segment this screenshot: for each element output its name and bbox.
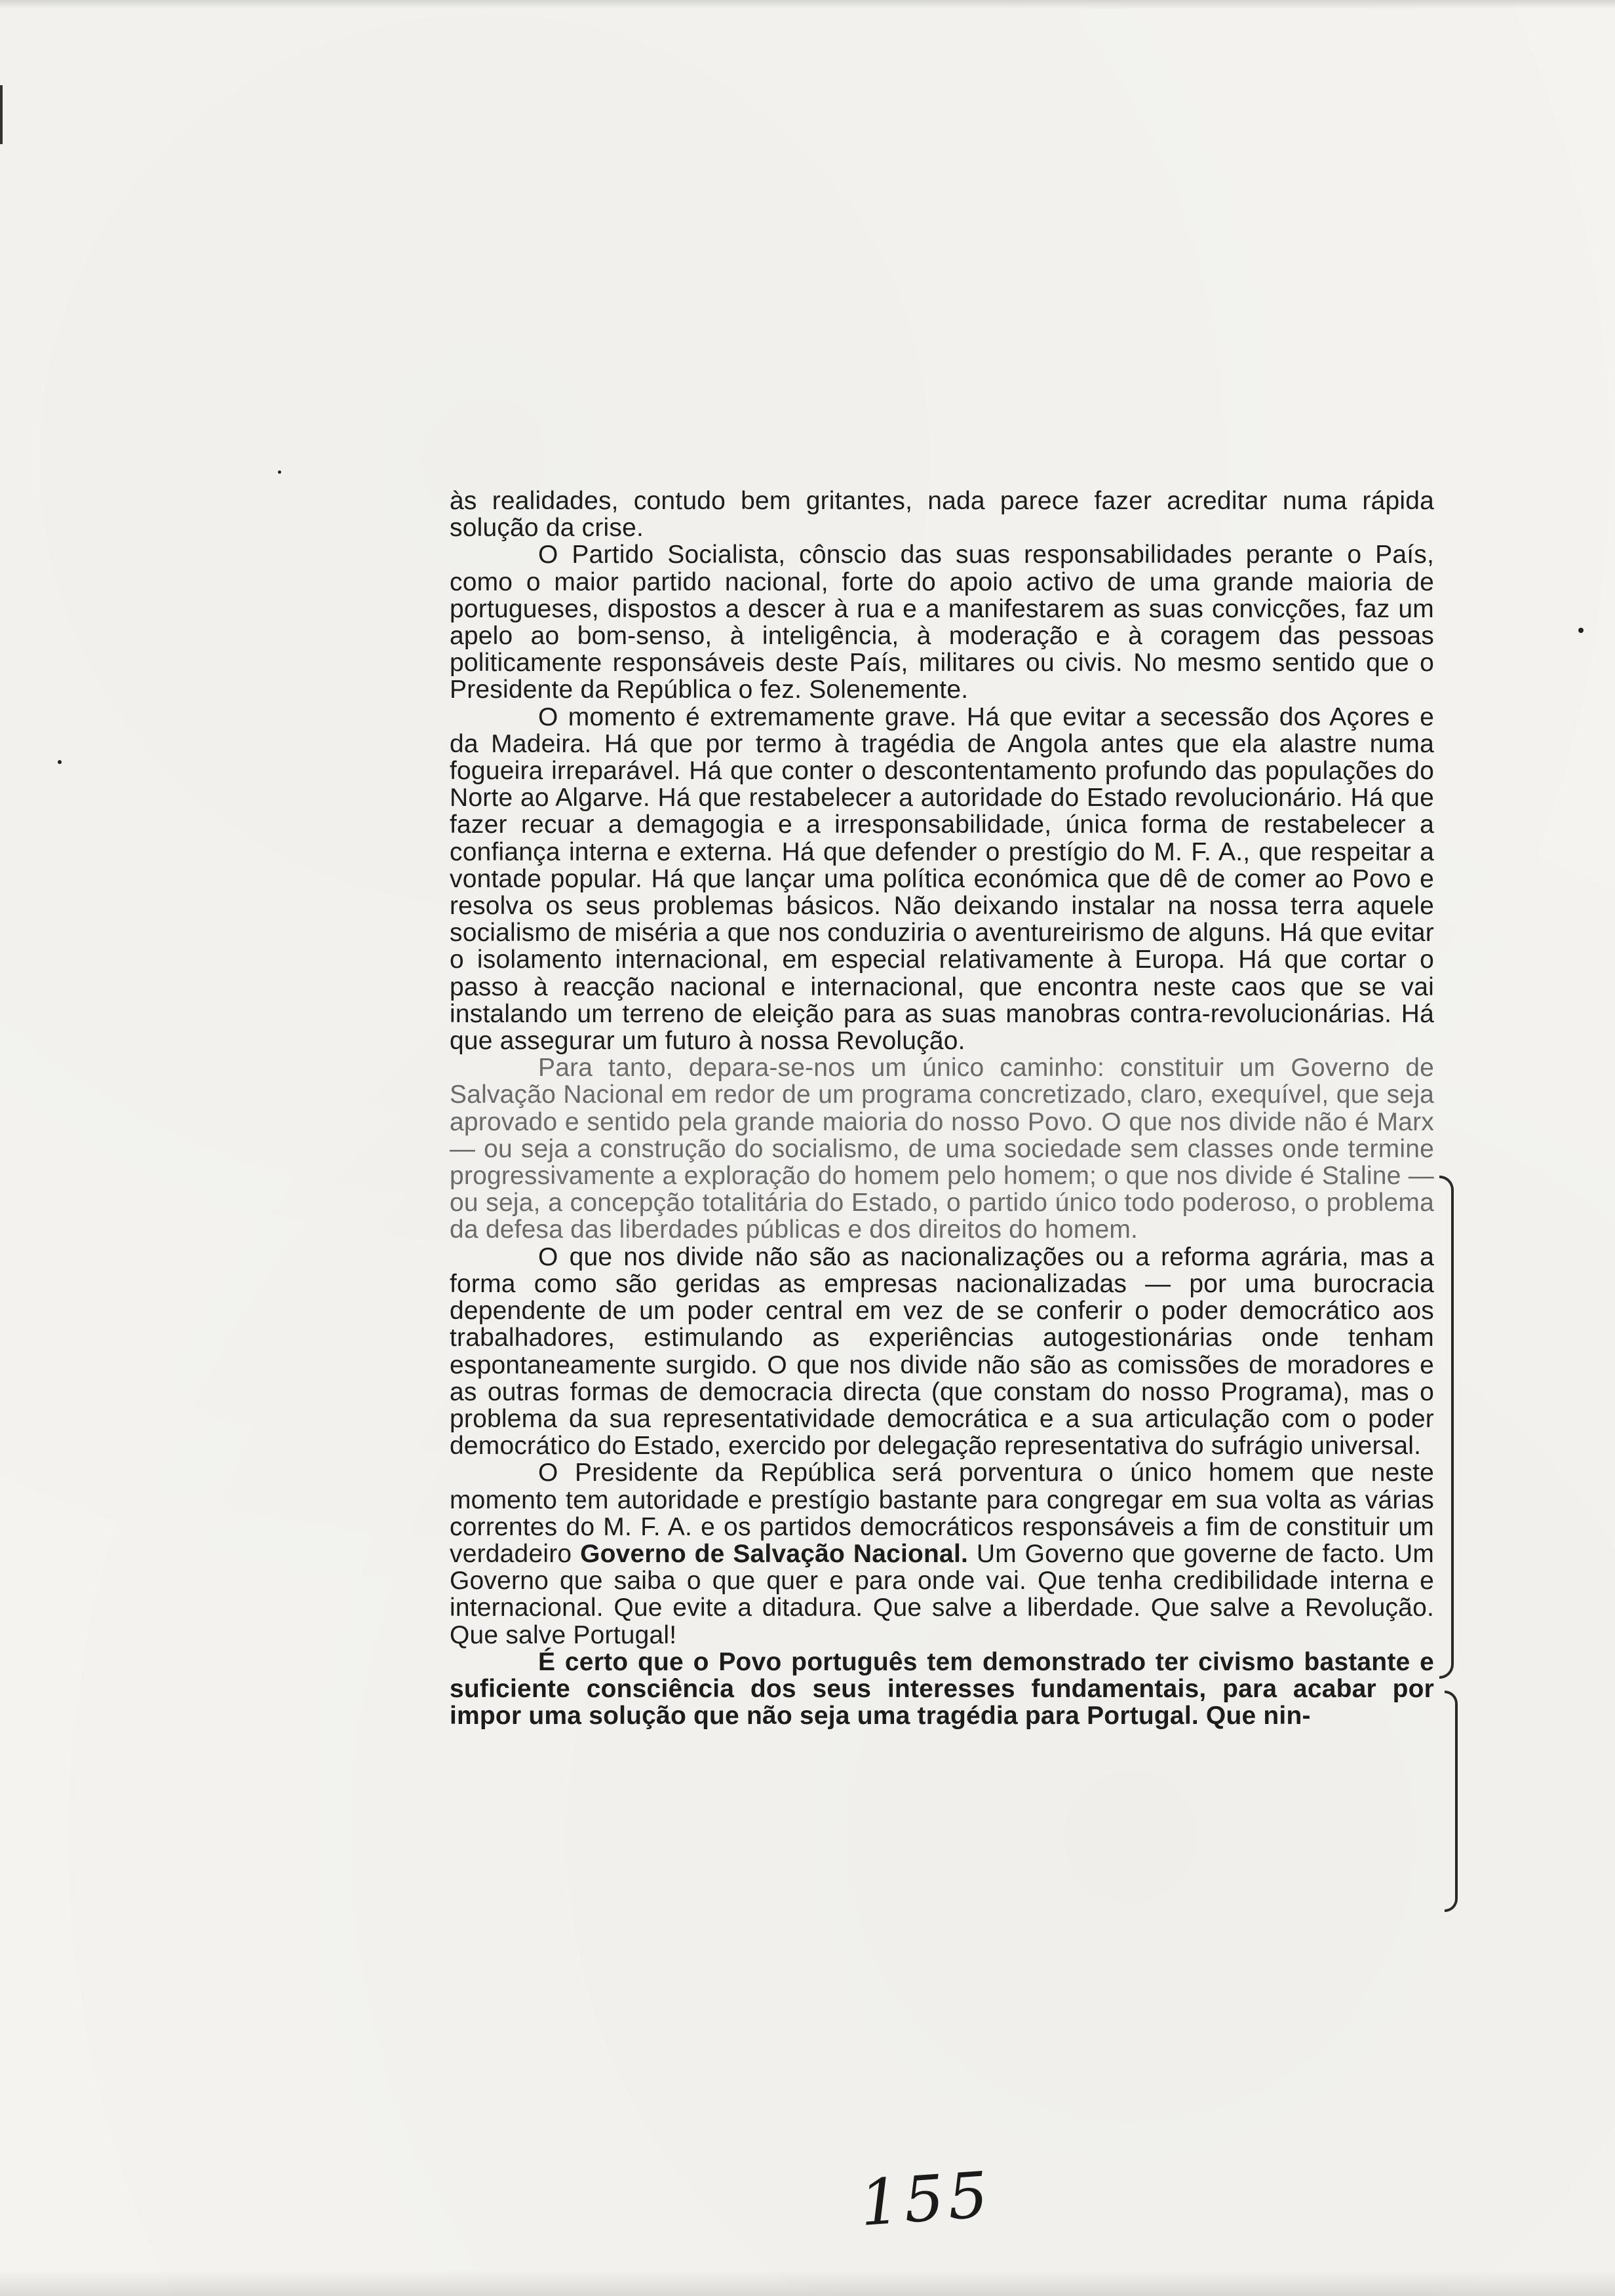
governo-salvacao-nacional: Governo de Salvação Nacional. xyxy=(580,1539,969,1568)
scan-speck xyxy=(1578,628,1584,633)
scan-speck xyxy=(278,470,281,474)
scan-bottom-edge xyxy=(0,2270,1615,2296)
handwritten-page-number: 155 xyxy=(857,2158,994,2240)
paragraph-ps-appeal: O Partido Socialista, cônscio das suas responsabilidades perante o País, como o maior partido nacional, forte do apoio activo de uma grande maioria de portugueses, dispostos a descer à rua e a manifestarem as suas convicções, faz um apelo ao bom-senso, à inteligência, à moderação e à coragem das pessoas politicamente responsáveis deste País, militares ou civis. No mesmo sentido que o Presidente da República o fez. Solenemente. xyxy=(450,541,1434,704)
paragraph-what-divides: O que nos divide não são as nacionalizações ou a reforma agrária, mas a forma como são geridas as empresas nacionalizadas — por uma burocracia dependente de um poder central em vez de se conferir o poder democrático aos trabalhadores, estimulando as experiências autogestionárias onde tenham espontaneamente surgido. O que nos divide não são as comissões de moradores e as outras formas de democracia directa (que constam do nosso Programa), mas o problema da sua representatividade democrática e a sua articulação com o poder democrático do Estado, exercido por delegação representativa do sufrágio universal. xyxy=(450,1242,1434,1461)
margin-bracket xyxy=(1439,1176,1454,1679)
paragraph-continuation: às realidades, contudo bem gritantes, nada parece fazer acreditar numa rápida solução da crise. xyxy=(450,487,1434,543)
paragraph-president-text: O Presidente da República será porventura o único homem que neste momento tem autoridade e prestígio bastante para congregar em sua volta as várias correntes do M. F. A. e os partidos democráticos responsáveis a fim de constituir um verdadeiro xyxy=(450,1459,1434,1568)
scan-top-edge xyxy=(0,0,1615,9)
article-text xyxy=(450,488,1434,1729)
scan-speck xyxy=(58,760,62,764)
paragraph-president xyxy=(450,1459,1434,1648)
margin-mark xyxy=(0,85,9,144)
margin-bracket xyxy=(1445,1691,1458,1912)
paragraph-closing: É certo que o Povo português tem demonstrado ter civismo bastante e suficiente consciência dos seus interesses fundamentais, para acabar por impor uma solução que não seja uma tragédia para Portugal. Que nin- xyxy=(450,1647,1434,1731)
paragraph-single-path: Para tanto, depara-se-nos um único caminho: constituir um Governo de Salvação Nacional em redor de um programa concretizado, claro, exequível, que seja aprovado e sentido pela grande maioria do nosso Povo. O que nos divide não é Marx — ou seja a construção do socialismo, de uma sociedade sem classes onde termine progressivamente a exploração do homem pelo homem; o que nos divide é Staline — ou seja, a concepção totalitária do Estado, o partido único todo poderoso, o problema da defesa das liberdades públicas e dos direitos do homem. xyxy=(450,1054,1434,1244)
paragraph-president-conclusion: Um Governo que governe de facto. Um Governo que saiba o que quer e para onde vai. Que tenha credibilidade interna e internacional. Que evite a ditadura. Que salve a liberdade. Que salve a Revolução. Que salve Portugal! xyxy=(450,1539,1435,1649)
paragraph-moment-grave: O momento é extremamente grave. Há que evitar a secessão dos Açores e da Madeira. Há que por termo à tragédia de Angola antes que ela alastre numa fogueira irreparável. Há que conter o descontentamento profundo das populações do Norte ao Algarve. Há que restabelecer a autoridade do Estado revolucionário. Há que fazer recuar a demagogia e a irresponsabilidade, única forma de restabelecer a confiança interna e externa. Há que defender o prestígio do M. F. A., que respeitar a vontade popular. Há que lançar uma política económica que dê de comer ao Povo e resolva os seus problemas básicos. Não deixando instalar na nossa terra aquele socialismo de miséria a que nos conduziria o aventureirismo de alguns. Há que evitar o isolamento internacional, em especial relativamente à Europa. Há que cortar o passo à reacção nacional e internacional, que encontra neste caos que se vai instalando um terreno de eleição para as suas manobras contra-revolucionárias. Há que assegurar um futuro à nossa Revolução. xyxy=(450,702,1434,1056)
